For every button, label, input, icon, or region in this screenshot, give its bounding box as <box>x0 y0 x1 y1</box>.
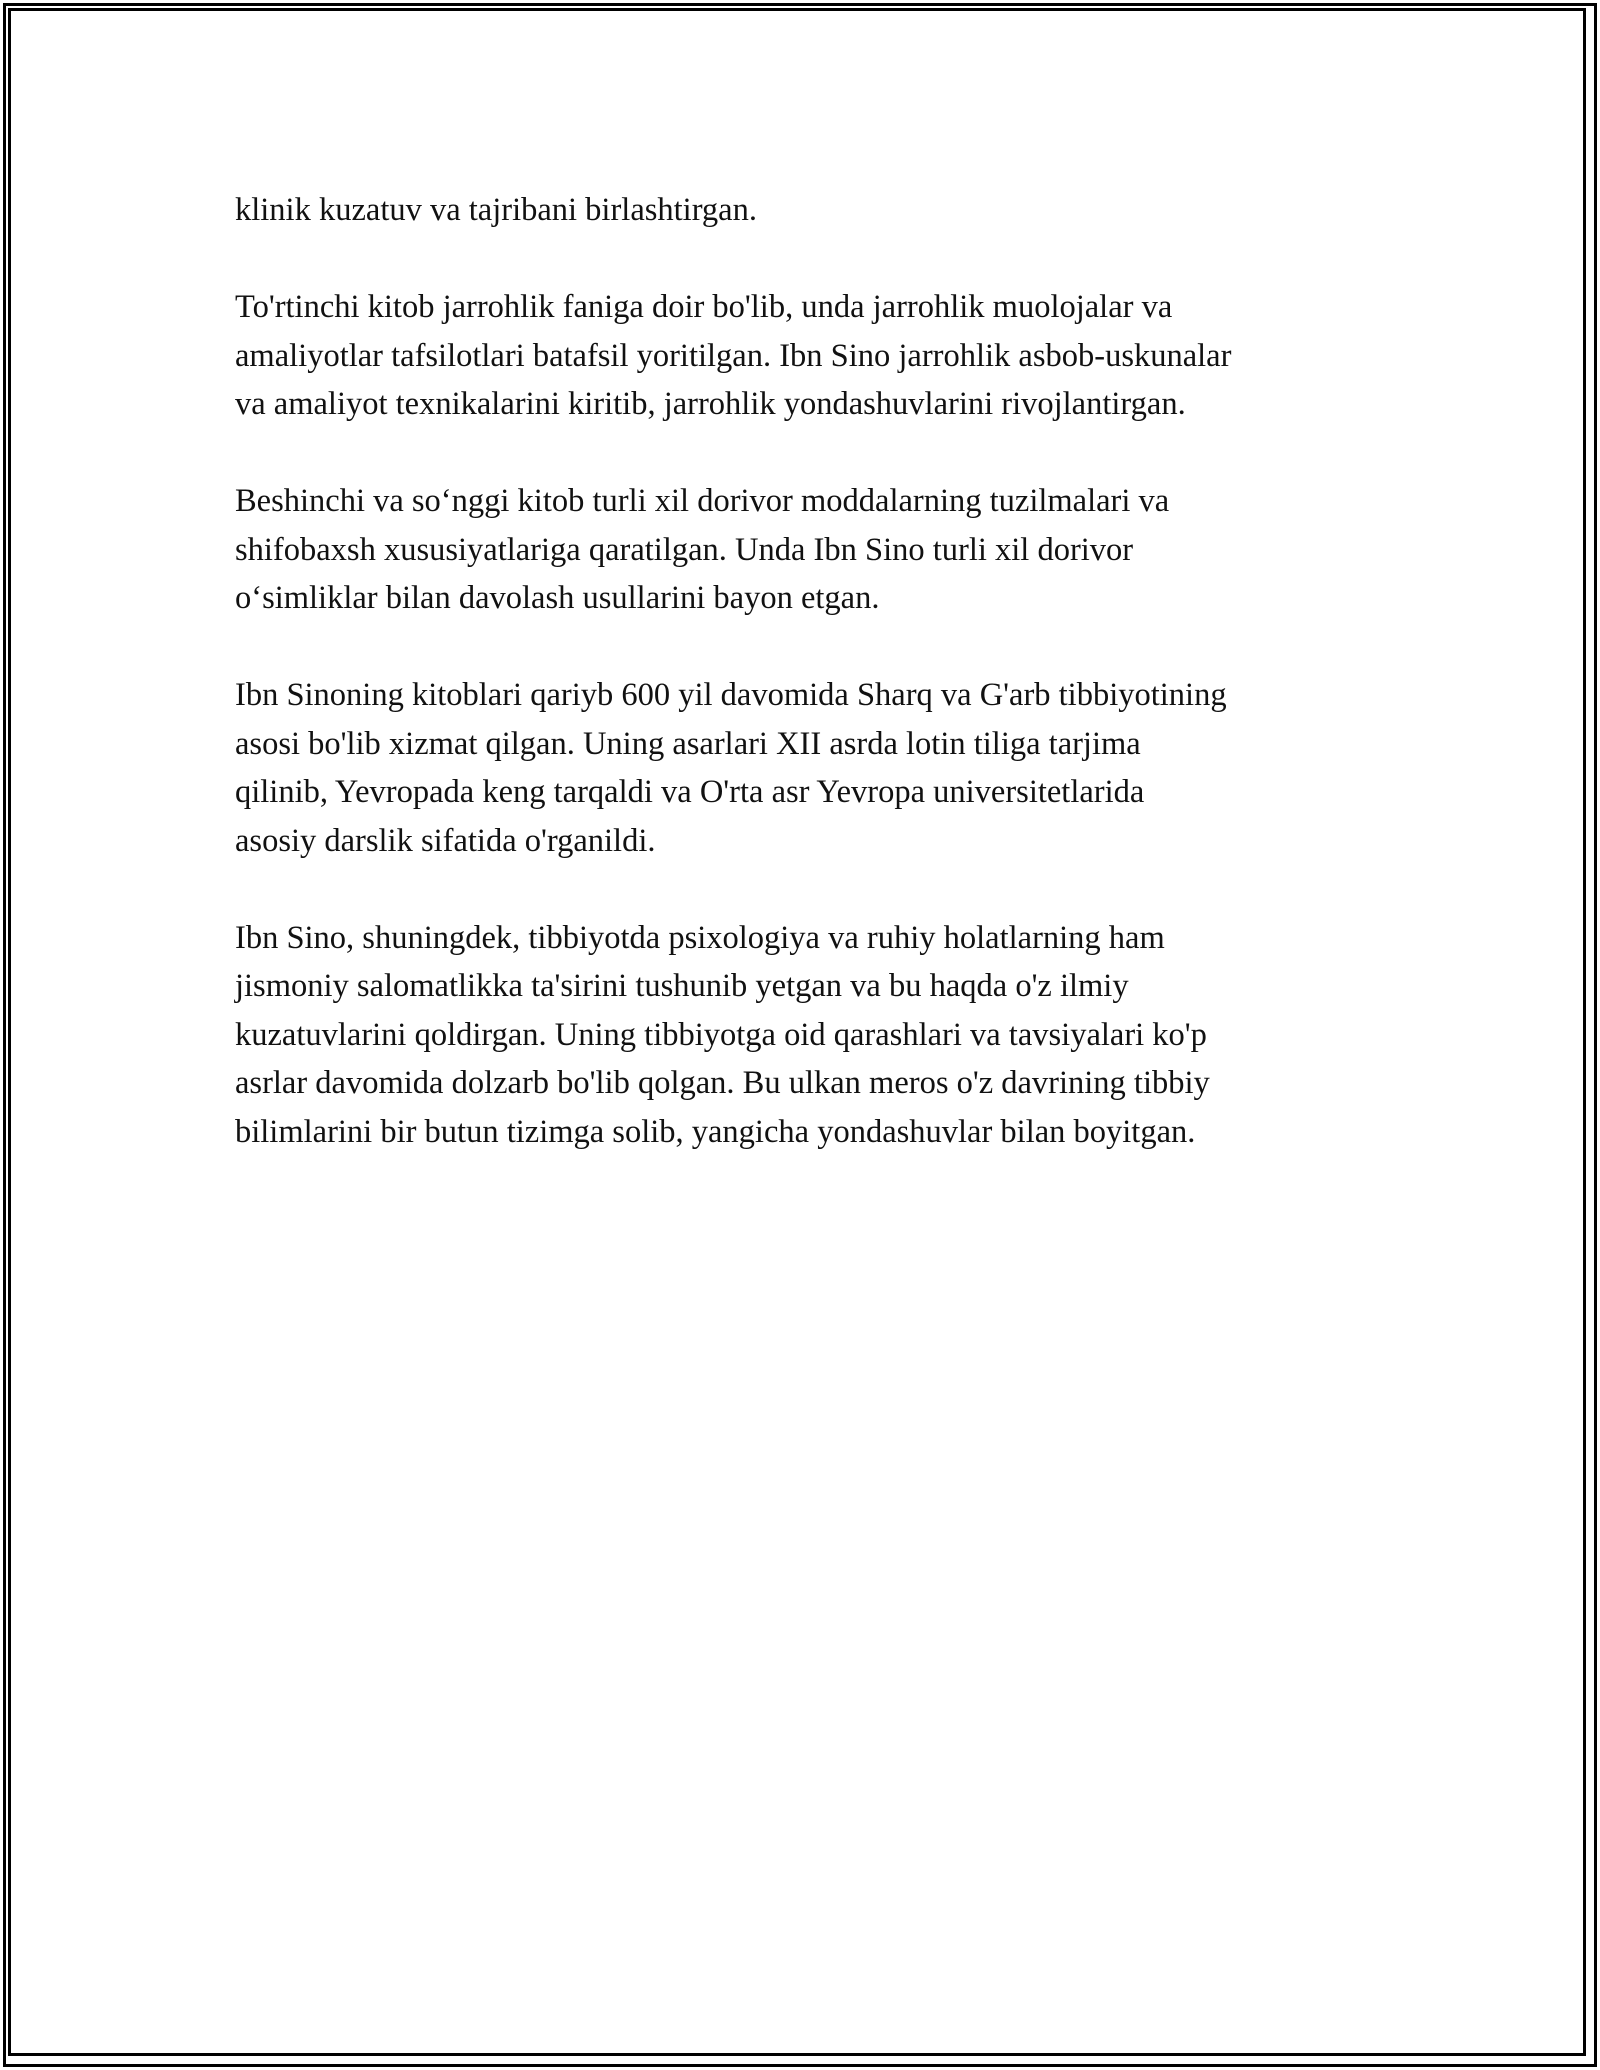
text-line: kuzatuvlarini qoldirgan. Uning tibbiyotga oid qarashlari va tavsiyalari ko'p <box>235 1016 1207 1053</box>
text-line: amaliyotlar tafsilotlari batafsil yoritilgan. Ibn Sino jarrohlik asbob-uskunalar <box>235 337 1232 374</box>
paragraph-3 <box>235 477 1365 623</box>
text-line: bilimlarini bir butun tizimga solib, yangicha yondashuvlar bilan boyitgan. <box>235 1113 1196 1150</box>
text-line: asosi bo'lib xizmat qilgan. Uning asarlari XII asrda lotin tiliga tarjima <box>235 725 1141 762</box>
text-line: va amaliyot texnikalarini kiritib, jarrohlik yondashuvlarini rivojlantirgan. <box>235 386 1186 422</box>
text-line: Ibn Sinoning kitoblari qariyb 600 yil davomida Sharq va G'arb tibbiyotining <box>235 677 1227 713</box>
text-line: asosiy darslik sifatida o'rganildi. <box>235 822 656 859</box>
text-line: shifobaxsh xususiyatlariga qaratilgan. Unda Ibn Sino turli xil dorivor <box>235 531 1134 568</box>
paragraph-5 <box>235 914 1365 1157</box>
document-body <box>235 186 1365 1205</box>
text-line: asrlar davomida dolzarb bo'lib qolgan. Bu ulkan meros o'z davrining tibbiy <box>235 1065 1210 1101</box>
text-line: To'rtinchi kitob jarrohlik faniga doir bo'lib, unda jarrohlik muolojalar va <box>235 289 1173 325</box>
paragraph-2 <box>235 283 1365 429</box>
paragraph-4 <box>235 671 1365 865</box>
text-line: klinik kuzatuv va tajribani birlashtirgan. <box>235 192 757 228</box>
text-line: qilinib, Yevropada keng tarqaldi va O'rta asr Yevropa universitetlarida <box>235 774 1145 810</box>
paragraph-1 <box>235 186 1365 235</box>
text-line: Beshinchi va so‘nggi kitob turli xil dorivor moddalarning tuzilmalari va <box>235 483 1170 519</box>
text-line: Ibn Sino, shuningdek, tibbiyotda psixologiya va ruhiy holatlarning ham <box>235 919 1165 956</box>
text-line: o‘simliklar bilan davolash usullarini bayon etgan. <box>235 580 880 616</box>
text-line: jismoniy salomatlikka ta'sirini tushunib yetgan va bu haqda o'z ilmiy <box>235 968 1129 1004</box>
